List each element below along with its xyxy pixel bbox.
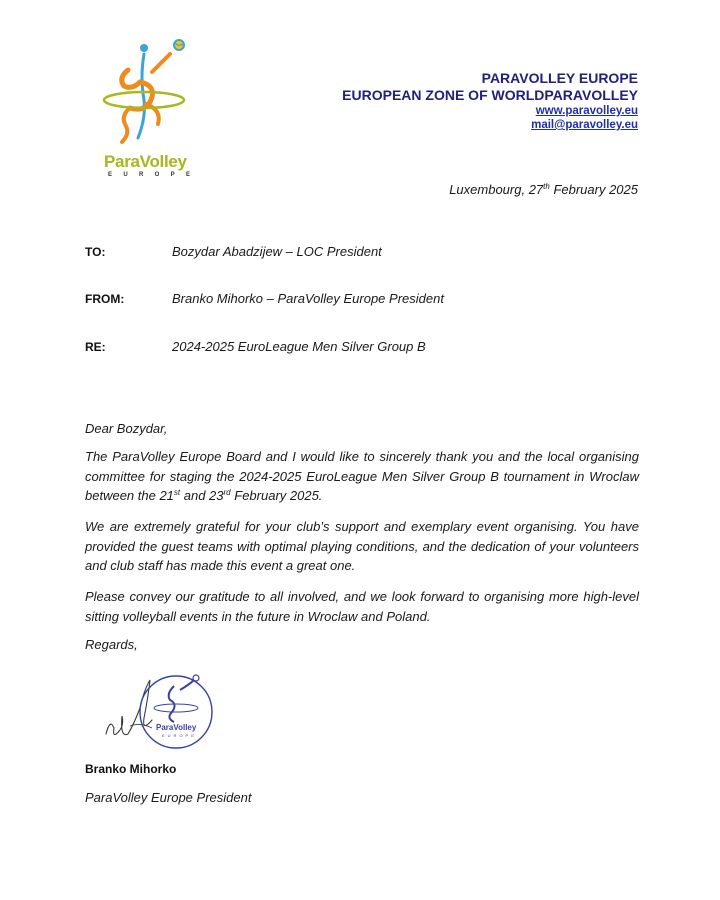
re-label: RE: xyxy=(85,340,106,354)
email-link[interactable]: mail@paravolley.eu xyxy=(531,119,638,131)
ink-stamp-icon xyxy=(100,668,220,758)
logo-subtitle-letter: P xyxy=(170,172,175,178)
from-label: FROM: xyxy=(85,292,125,306)
logo-brand-text: ParaVolley xyxy=(104,152,187,171)
signer-title: ParaVolley Europe President xyxy=(85,790,252,805)
org-zone-name: EUROPEAN ZONE OF WORLDPARAVOLLEY xyxy=(342,87,638,103)
paragraph-thanks-text: February 2025. xyxy=(230,488,323,503)
website-link[interactable]: www.paravolley.eu xyxy=(535,105,638,117)
logo-subtitle-letter: U xyxy=(123,172,128,178)
ordinal-rd: rd xyxy=(223,488,231,497)
closing: Regards, xyxy=(85,637,138,652)
paravolley-europe-logo xyxy=(100,38,200,183)
org-name: PARAVOLLEY EUROPE xyxy=(481,70,638,86)
from-value: Branko Mihorko – ParaVolley Europe President xyxy=(172,291,444,306)
logo-subtitle xyxy=(108,172,190,178)
paragraph-thanks xyxy=(85,447,639,506)
letter-date xyxy=(449,182,638,197)
logo-subtitle-letter: O xyxy=(154,172,160,178)
logo-subtitle-letter: E xyxy=(108,172,113,178)
date-prefix: Luxembourg, 27 xyxy=(449,182,544,197)
paragraph-thanks-text: The ParaVolley Europe Board and I would like to sincerely thank you and the local organising committee for staging the 2024-2025 EuroLeague Men Silver Group B tournament in Wroclaw between the 21 xyxy=(85,449,639,503)
to-value: Bozydar Abadzijew – LOC President xyxy=(172,244,382,259)
signature-stamp xyxy=(100,668,220,758)
sitting-volleyball-player-icon xyxy=(100,38,200,150)
date-ordinal: th xyxy=(543,182,550,191)
logo-subtitle-letter: E xyxy=(185,172,190,178)
signer-name: Branko Mihorko xyxy=(85,762,177,776)
date-rest: February 2025 xyxy=(549,182,638,197)
stamp-subtitle: EUROPE xyxy=(162,733,197,738)
salutation: Dear Bozydar, xyxy=(85,421,168,436)
paragraph-thanks-text: and 23 xyxy=(180,488,224,503)
logo-subtitle-letter: R xyxy=(138,172,144,178)
stamp-brand-text: ParaVolley xyxy=(156,723,197,732)
re-value: 2024-2025 EuroLeague Men Silver Group B xyxy=(172,339,426,354)
ordinal-st: st xyxy=(173,488,181,497)
paragraph-closing-remarks: Please convey our gratitude to all involved, and we look forward to organising more high-level sitting volleyball events in the future in Wroclaw and Poland. xyxy=(85,589,639,624)
paragraph-gratitude: We are extremely grateful for your club’s support and exemplary event organising. You have provided the guest teams with optimal playing conditions, and the dedication of your volunteers and club staff has made this event a great one. xyxy=(85,519,639,573)
to-label: TO: xyxy=(85,245,106,259)
letterhead xyxy=(342,70,638,132)
